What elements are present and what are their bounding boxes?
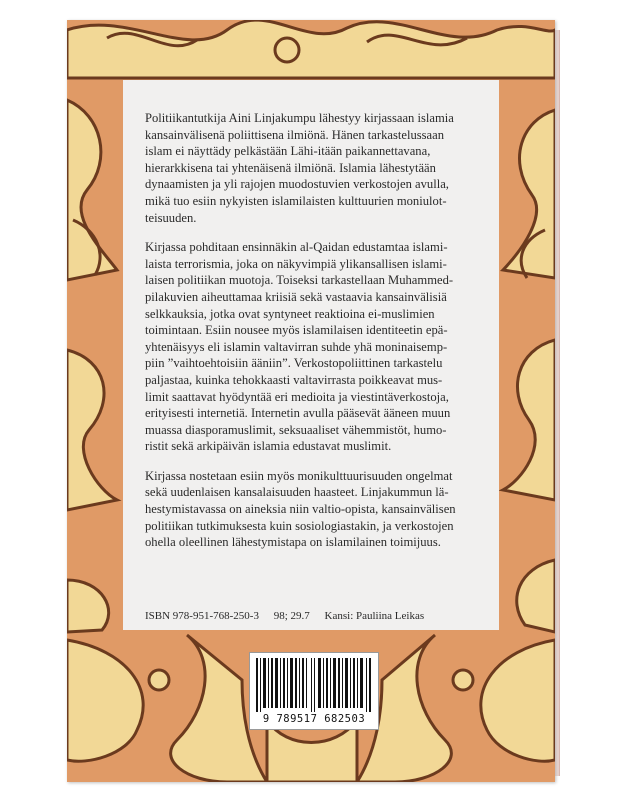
description-paragraph-3: Kirjassa nostetaan esiin myös monikulttuurisuuden ongelmat sekä uudenlaisen kansalaisuuden haasteet. Linjakummun lä- hestymistavassa on aineksia niin valtio-opista, kansainvälisen politiikan tutkimuksesta kuin sosiologiastakin, ja verkostojen ohella oleellinen lähestymistapa on islamilainen toimijuus. bbox=[145, 468, 456, 550]
description-paragraph-2: Kirjassa pohditaan ensinnäkin al-Qaidan edustamtaa islami- laista terrorismia, joka on näkyvimpiä ylikansallisen islami- laisen politiikan muotoja. Toiseksi tarkastellaan Muhammed- pilakuvien aiheuttamaa kriisiä sekä vastaavia kansainvälisiä selkkauksia, jotka ovat syntyneet reaktioina ei-muslimien toimintaan. Esiin nousee myös islamilaisen identiteetin epä- yhtenäisyys eli islamin valtavirran suhde yhä moninaisemp- piin ”vaihtoehtoisiin ääniin”. Verkostopoliittinen tarkastelu paljastaa, kuinka tehokkaasti valtavirrasta poikkeavat mus- limit saattavat hyödyntää eri medioita ja viestintäverkostoja, erityisesti internetiä. Internetin avulla pääsevät ääneen muun muassa diasporamuslimit, seksuaaliset vähemmistöt, humo- ristit sekä arkipäivän islamia edustavat muslimit. bbox=[145, 240, 454, 454]
book-back-cover bbox=[67, 20, 555, 782]
isbn-text: ISBN 978-951-768-250-3 bbox=[145, 610, 259, 622]
description-paragraph-1: Politiikantutkija Aini Linjakumpu lähestyy kirjassaan islamia kansainvälisenä poliittisena ilmiönä. Hänen tarkastelussaan islam ei näyttädy pelkästään Lähi-itään paikannettavana, hierarkkisena tai yhtenäisenä ilmiönä. Islamia lähestytään dynaamisten ja yli rajojen muodostuvien verkostojen avulla, mikä tuo esiin nykyisten islamilaisten kulttuurien moniulot- teisuuden. bbox=[145, 111, 454, 225]
cover-credit: Kansi: Pauliina Leikas bbox=[324, 610, 425, 622]
barcode-label bbox=[249, 652, 379, 730]
barcode-image bbox=[256, 658, 372, 712]
barcode-number: 9 789517 682503 bbox=[262, 713, 366, 725]
publication-info bbox=[145, 610, 479, 622]
text-panel bbox=[123, 80, 499, 630]
classification-text: 98; 29.7 bbox=[273, 610, 310, 622]
